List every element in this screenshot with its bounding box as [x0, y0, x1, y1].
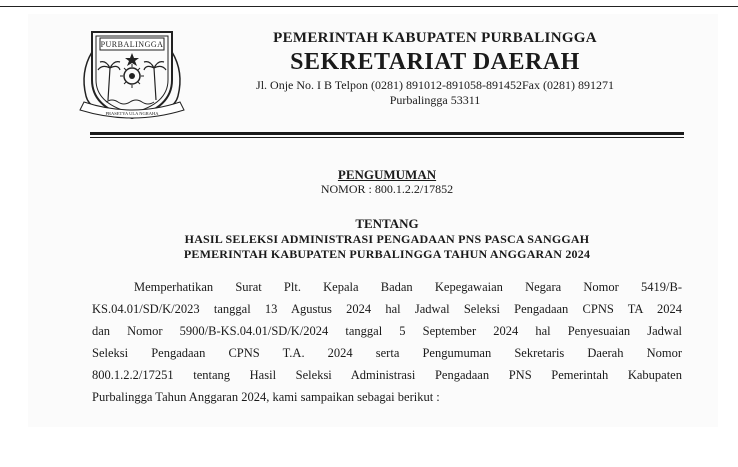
emblem-banner-bottom: PRASETYA ULA NGRAHA [105, 111, 159, 116]
office-address: Jl. Onje No. I B Telpon (0281) 891012-891058-891452Fax (0281) 891271 [256, 78, 614, 92]
government-name: PEMERINTAH KABUPATEN PURBALINGGA [273, 30, 597, 46]
about-label: TENTANG [355, 216, 419, 231]
office-name: SEKRETARIAT DAERAH [290, 49, 580, 75]
body-line: Memperhatikan Surat Plt. Kepala Badan Kepegawaian Negara Nomor 5419/B- [134, 280, 682, 294]
top-border-line [0, 6, 738, 7]
subject-line-1: HASIL SELEKSI ADMINISTRASI PENGADAAN PNS PASCA SANGGAH [184, 232, 590, 246]
page-bottom-margin [0, 427, 738, 467]
body-line: dan Nomor 5900/B-KS.04.01/SD/K/2024 tanggal 5 September 2024 hal Penyesuaian Jadwal [92, 324, 682, 338]
office-city: Purbalingga 53311 [389, 93, 481, 107]
letterhead-divider-thin [90, 137, 684, 138]
body-paragraph [92, 276, 682, 408]
purbalingga-coat-of-arms-icon [76, 22, 188, 124]
body-line: 800.1.2.2/17251 tentang Hasil Seleksi Administrasi Pengadaan PNS Pemerintah Kabupaten [92, 368, 682, 382]
body-line: Purbalingga Tahun Anggaran 2024, kami sampaikan sebagai berikut : [92, 390, 440, 404]
announcement-title: PENGUMUMAN [337, 167, 437, 182]
subject-line-2: PEMERINTAH KABUPATEN PURBALINGGA TAHUN ANGGARAN 2024 [183, 247, 591, 261]
body-line: Seleksi Pengadaan CPNS T.A. 2024 serta Pengumuman Sekretaris Daerah Nomor [92, 346, 682, 360]
announcement-number: NOMOR : 800.1.2.2/17852 [320, 182, 454, 196]
letterhead-divider-thick [90, 132, 684, 135]
letterhead [210, 30, 660, 108]
body-line: KS.04.01/SD/K/2023 tanggal 13 Agustus 2024 hal Jadwal Seleksi Pengadaan CPNS TA 2024 [92, 302, 682, 316]
emblem-banner-top: PURBALINGGA [100, 40, 164, 49]
